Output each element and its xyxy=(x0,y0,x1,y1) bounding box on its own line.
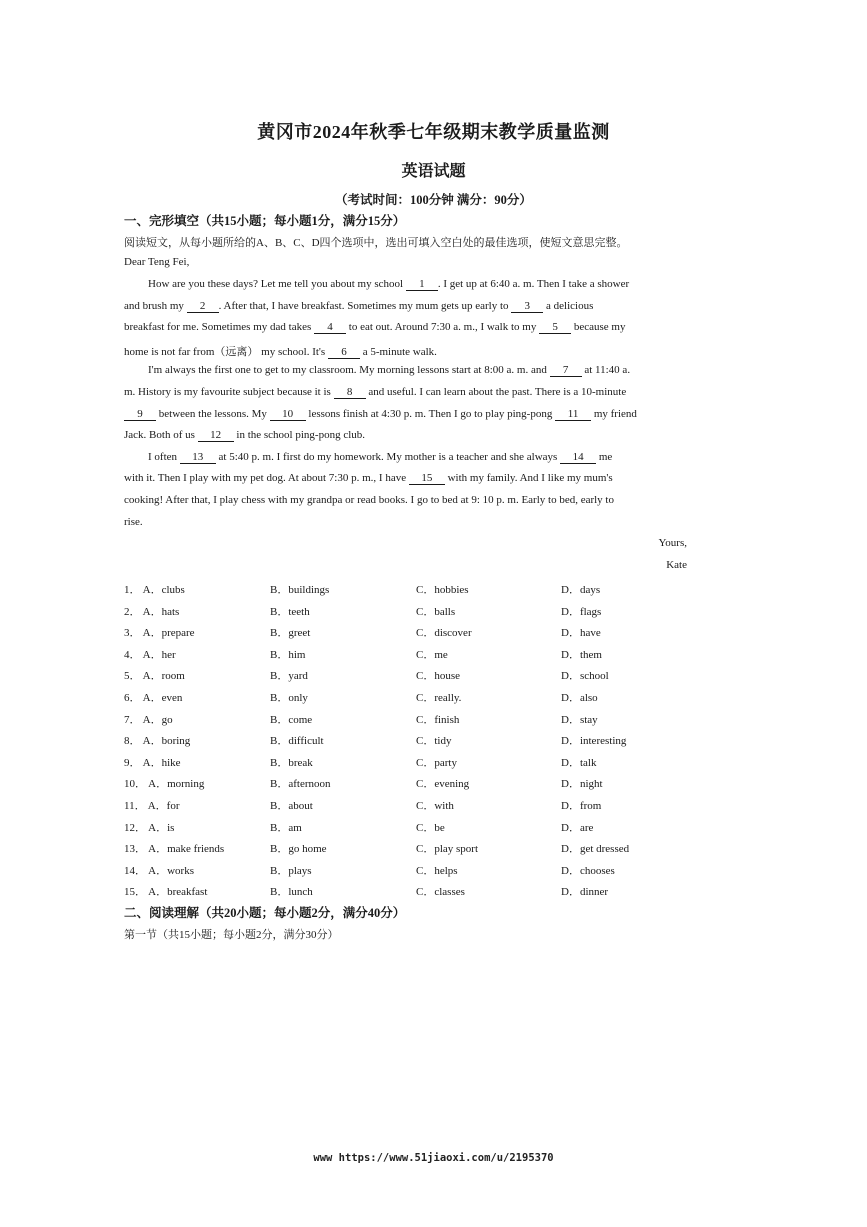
option-row xyxy=(124,732,744,748)
blank-14: 14 xyxy=(560,451,596,464)
passage-line xyxy=(148,278,629,291)
passage-line xyxy=(124,429,365,442)
option-c[interactable]: C．hobbies xyxy=(416,584,469,596)
option-d[interactable]: D．school xyxy=(561,670,609,683)
passage-line xyxy=(124,386,626,399)
exam-subtitle: 英语试题 xyxy=(401,163,466,180)
option-a[interactable]: 12． A．is xyxy=(124,821,175,834)
option-a[interactable]: 13． A．make friends xyxy=(124,843,225,856)
blank-6: 6 xyxy=(328,346,360,359)
option-b[interactable]: B．about xyxy=(270,800,313,812)
option-a[interactable]: 15． A．breakfast xyxy=(124,886,208,899)
option-c[interactable]: C．house xyxy=(416,670,460,683)
blank-13: 13 xyxy=(180,451,216,464)
blank-12: 12 xyxy=(198,429,234,442)
option-d[interactable]: D．chooses xyxy=(561,864,615,877)
option-d[interactable]: D．get dressed xyxy=(561,843,630,856)
passage-text: cooking! After that, I play chess with my grandpa or read books. I go to bed at 9: 10 p. m. Early to bed, early to xyxy=(124,494,614,506)
option-row xyxy=(124,603,744,619)
option-d[interactable]: D．them xyxy=(561,648,602,661)
option-d[interactable]: D．are xyxy=(561,821,594,834)
option-c[interactable]: C．me xyxy=(416,648,448,661)
passage-text: with my family. And I like my mum's xyxy=(444,472,613,485)
option-a[interactable]: 1． A．clubs xyxy=(124,584,185,596)
option-row xyxy=(124,624,744,640)
section-2-subnote: 第一节（共15小题；每小题2分，满分30分） xyxy=(124,929,339,941)
footer-link[interactable]: www https://www.51jiaoxi.com/u/2195370 xyxy=(313,1152,554,1164)
option-b[interactable]: B．come xyxy=(270,713,313,726)
section-2-heading: 二、阅读理解（共20小题；每小题2分，满分40分） xyxy=(124,906,406,920)
passage-text: me xyxy=(596,450,613,463)
option-row xyxy=(124,711,744,727)
blank-8: 8 xyxy=(334,386,366,399)
passage-line xyxy=(148,451,612,464)
option-d[interactable]: D．stay xyxy=(561,713,598,726)
passage-text: breakfast for me. Sometimes my dad takes xyxy=(124,321,315,334)
option-b[interactable]: B．greet xyxy=(270,627,311,640)
passage-text: to eat out. Around 7:30 a. m., I walk to my xyxy=(346,321,540,334)
passage-line xyxy=(124,343,437,359)
passage-text: I often xyxy=(148,450,180,463)
passage-text: at 11:40 a. xyxy=(581,364,631,377)
passage-text: in the school ping-pong club. xyxy=(233,429,366,442)
option-a[interactable]: 2． A．hats xyxy=(124,605,180,618)
passage-text: . I get up at 6:40 a. m. Then I take a shower xyxy=(437,278,630,290)
option-a[interactable]: 14． A．works xyxy=(124,864,194,877)
passage-text: lessons finish at 4:30 p. m. Then I go to play ping-pong xyxy=(305,407,556,420)
passage-text: my friend xyxy=(591,407,637,420)
option-c[interactable]: C．helps xyxy=(416,864,458,877)
letter-greeting: Dear Teng Fei, xyxy=(124,256,190,268)
passage-line xyxy=(124,408,637,421)
passage-line xyxy=(148,364,630,377)
blank-15: 15 xyxy=(409,472,445,485)
option-row xyxy=(124,797,744,813)
option-c[interactable]: C．discover xyxy=(416,627,472,640)
option-d[interactable]: D．dinner xyxy=(561,886,609,899)
blank-3: 3 xyxy=(511,300,543,313)
blank-9: 9 xyxy=(124,408,156,421)
option-a[interactable]: 11． A．for xyxy=(124,800,180,812)
passage-line xyxy=(124,321,625,334)
passage-line xyxy=(124,516,143,528)
option-b[interactable]: B．break xyxy=(270,756,313,769)
option-row xyxy=(124,667,744,683)
passage-line xyxy=(124,472,613,485)
passage-text: How are you these days? Let me tell you about my school xyxy=(148,278,406,290)
option-d[interactable]: D．talk xyxy=(561,756,597,769)
passage-text: at 5:40 p. m. I first do my homework. My mother is a teacher and she always xyxy=(215,450,561,463)
option-d[interactable]: D．night xyxy=(561,778,603,791)
option-c[interactable]: C．finish xyxy=(416,713,460,726)
passage-text: because my xyxy=(571,321,626,334)
option-c[interactable]: C．play sport xyxy=(416,843,479,856)
passage-text: rise. xyxy=(124,515,143,528)
option-c[interactable]: C．really. xyxy=(416,692,462,704)
option-a[interactable]: 10． A．morning xyxy=(124,778,205,791)
option-d[interactable]: D．flags xyxy=(561,605,602,618)
passage-line xyxy=(124,494,614,506)
passage-text: a 5-minute walk. xyxy=(359,345,437,358)
blank-5: 5 xyxy=(539,321,571,334)
option-b[interactable]: B．difficult xyxy=(270,735,324,748)
option-row xyxy=(124,819,744,835)
blank-4: 4 xyxy=(314,321,346,334)
option-row xyxy=(124,862,744,878)
option-b[interactable]: B．lunch xyxy=(270,886,313,899)
option-row xyxy=(124,754,744,770)
option-row xyxy=(124,689,744,705)
option-row xyxy=(124,883,744,899)
option-b[interactable]: B．him xyxy=(270,648,306,661)
passage-text: with it. Then I play with my pet dog. At about 7:30 p. m., I have xyxy=(124,472,409,485)
exam-info: （考试时间：100分钟 满分：90分） xyxy=(335,193,532,207)
letter-closing: Yours, xyxy=(658,537,687,549)
blank-1: 1 xyxy=(406,278,438,291)
option-b[interactable]: B．go home xyxy=(270,843,327,856)
option-b[interactable]: B．buildings xyxy=(270,584,330,596)
option-c[interactable]: C．be xyxy=(416,821,445,834)
letter-signature: Kate xyxy=(666,559,687,571)
option-row xyxy=(124,840,744,856)
option-b[interactable]: B．afternoon xyxy=(270,778,331,791)
passage-text: . After that, I have breakfast. Sometimes my mum gets up early to xyxy=(218,299,512,312)
option-c[interactable]: C．tidy xyxy=(416,735,452,748)
passage-line xyxy=(124,300,593,313)
option-c[interactable]: C．party xyxy=(416,756,457,769)
passage-text: I'm always the first one to get to my classroom. My morning lessons start at 8:00 a. m. and xyxy=(148,364,550,377)
option-a[interactable]: 8． A．boring xyxy=(124,735,191,748)
option-a[interactable]: 9． A．hike xyxy=(124,756,181,769)
passage-text: Jack. Both of us xyxy=(124,429,198,442)
option-d[interactable]: D．also xyxy=(561,692,598,704)
exam-title: 黄冈市2024年秋季七年级期末教学质量监测 xyxy=(257,122,610,142)
option-row xyxy=(124,581,744,597)
option-b[interactable]: B．yard xyxy=(270,670,308,683)
option-a[interactable]: 6． A．even xyxy=(124,692,183,704)
option-b[interactable]: B．plays xyxy=(270,864,312,877)
blank-10: 10 xyxy=(270,408,306,421)
passage-text: a delicious xyxy=(543,299,594,312)
passage-text: m. History is my favourite subject because it is xyxy=(124,386,334,398)
option-a[interactable]: 4． A．her xyxy=(124,648,176,661)
passage-text: and brush my xyxy=(124,299,187,312)
section-1-heading: 一、完形填空（共15小题；每小题1分，满分15分） xyxy=(124,214,406,228)
option-b[interactable]: B．teeth xyxy=(270,605,310,618)
option-a[interactable]: 5． A．room xyxy=(124,670,185,683)
option-a[interactable]: 7． A．go xyxy=(124,713,173,726)
option-c[interactable]: C．evening xyxy=(416,778,470,791)
option-c[interactable]: C．balls xyxy=(416,605,456,618)
passage-text: between the lessons. My xyxy=(156,407,270,420)
option-d[interactable]: D．from xyxy=(561,800,602,812)
option-c[interactable]: C．with xyxy=(416,800,454,812)
blank-11: 11 xyxy=(555,408,591,421)
blank-7: 7 xyxy=(550,364,582,377)
passage-text: and useful. I can learn about the past. There is a 10-minute xyxy=(365,386,627,398)
passage-text: home is not far from（远离） my school. It's xyxy=(124,345,328,358)
option-d[interactable]: D．have xyxy=(561,627,601,640)
option-b[interactable]: B．am xyxy=(270,821,302,834)
option-a[interactable]: 3． A．prepare xyxy=(124,627,195,640)
instruction-text: 阅读短文，从每小题所给的A、B、C、D四个选项中，选出可填入空白处的最佳选项，使短文意思完整。 xyxy=(124,237,628,249)
option-row xyxy=(124,775,744,791)
option-row xyxy=(124,646,744,662)
option-c[interactable]: C．classes xyxy=(416,886,465,899)
option-b[interactable]: B．only xyxy=(270,692,308,704)
option-d[interactable]: D．days xyxy=(561,584,601,596)
option-d[interactable]: D．interesting xyxy=(561,735,627,748)
blank-2: 2 xyxy=(187,300,219,313)
